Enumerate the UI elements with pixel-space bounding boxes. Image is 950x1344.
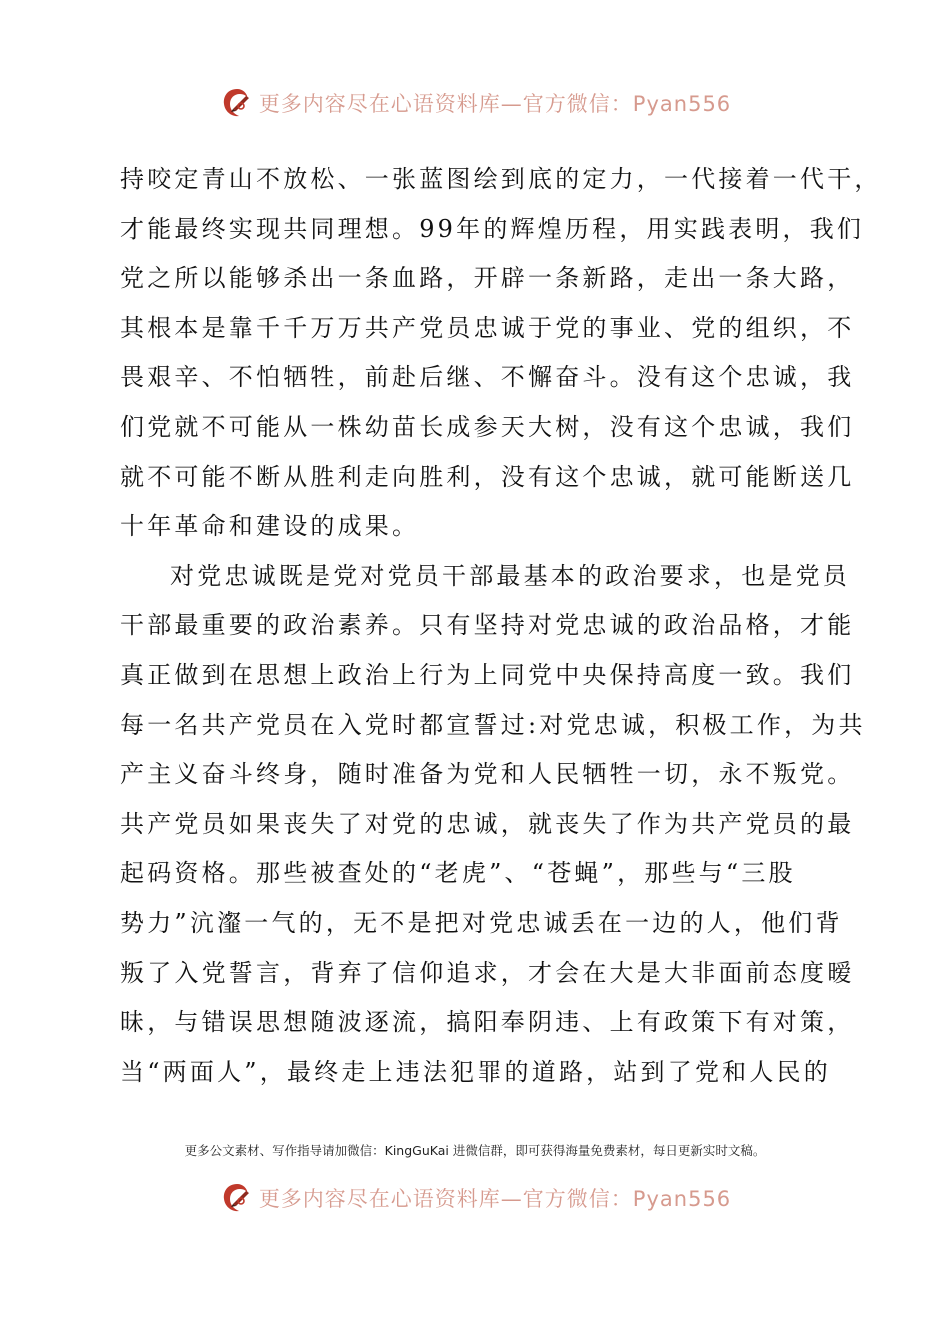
brush-pen-logo-icon	[219, 1180, 255, 1216]
text-line: 对党忠诚既是党对党员干部最基本的政治要求，也是党员	[170, 561, 850, 590]
brush-pen-logo-icon	[219, 85, 255, 121]
text-line: 当“两面人”，最终走上违法犯罪的道路，站到了党和人民的	[120, 1057, 831, 1086]
text-line: 畏艰辛、不怕牺牲，前赴后继、不懈奋斗。没有这个忠诚，我	[120, 363, 855, 392]
text-line: 昧，与错误思想随波逐流，搞阳奉阴违、上有政策下有对策，	[120, 1008, 855, 1037]
footer-watermark	[0, 1178, 950, 1218]
text-line: 十年革命和建设的成果。	[120, 512, 420, 541]
footer-note: 更多公文素材、写作指导请加微信：KingGuKai 进微信群，即可获得海量免费素材，每日更新实时文稿。	[184, 1143, 766, 1158]
text-line: 起码资格。那些被查处的“老虎”、“苍蝇”，那些与“三股	[120, 859, 796, 888]
header-watermark	[0, 83, 950, 123]
text-line: 每一名共产党员在入党时都宣誓过:对党忠诚，积极工作，为共	[120, 710, 866, 739]
text-line: 干部最重要的政治素养。只有坚持对党忠诚的政治品格，才能	[120, 611, 855, 640]
text-line: 势力”沆瀣一气的，无不是把对党忠诚丢在一边的人，他们背	[120, 908, 843, 937]
text-line: 真正做到在思想上政治上行为上同党中央保持高度一致。我们	[120, 660, 855, 689]
watermark-text: 更多内容尽在心语资料库—官方微信：Pyan556	[258, 92, 732, 116]
text-line: 产主义奋斗终身，随时准备为党和人民牺牲一切，永不叛党。	[120, 760, 855, 789]
text-line: 党之所以能够杀出一条血路，开辟一条新路，走出一条大路，	[120, 264, 855, 293]
article-body	[120, 155, 882, 1097]
text-line: 叛了入党誓言，背弃了信仰追求，才会在大是大非面前态度暧	[120, 958, 855, 987]
text-line: 共产党员如果丧失了对党的忠诚，就丧失了作为共产党员的最	[120, 809, 855, 838]
text-line: 就不可能不断从胜利走向胜利，没有这个忠诚，就可能断送几	[120, 462, 855, 491]
text-line: 其根本是靠千千万万共产党员忠诚于党的事业、党的组织，不	[120, 313, 855, 342]
text-line: 持咬定青山不放松、一张蓝图绘到底的定力，一代接着一代干，	[120, 165, 882, 193]
text-line: 们党就不可能从一株幼苗长成参天大树，没有这个忠诚，我们	[120, 412, 855, 441]
text-line: 才能最终实现共同理想。99年的辉煌历程，用实践表明，我们	[120, 214, 865, 243]
watermark-text: 更多内容尽在心语资料库—官方微信：Pyan556	[258, 1187, 732, 1211]
